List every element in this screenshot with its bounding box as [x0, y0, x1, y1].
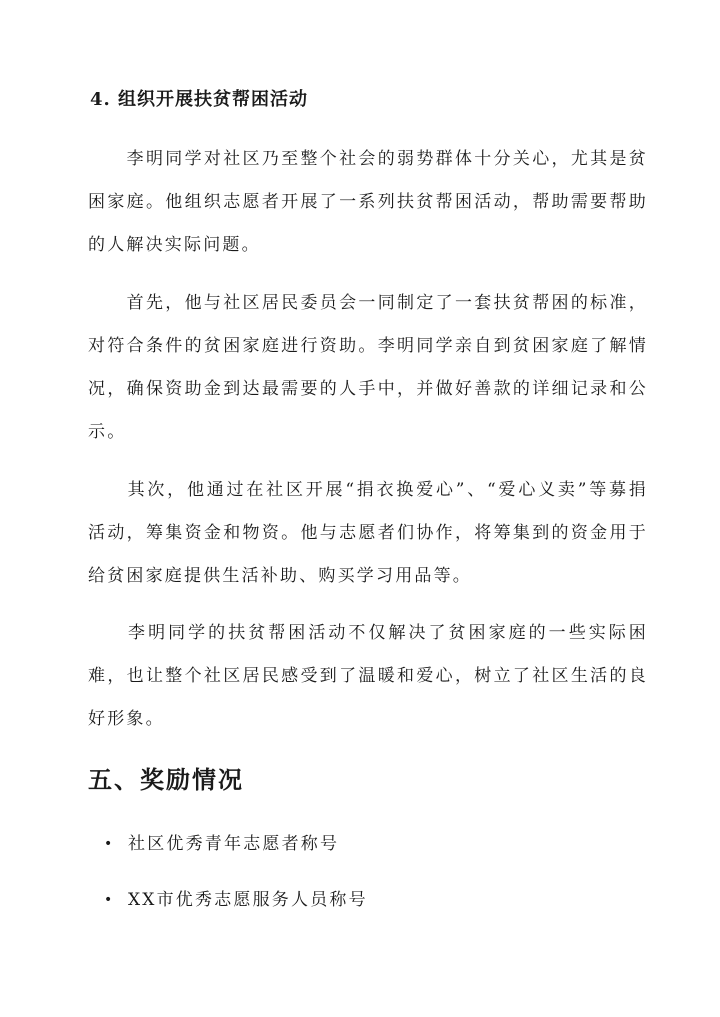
- paragraph-conclusion: 李明同学的扶贫帮困活动不仅解决了贫困家庭的一些实际困难，也让整个社区居民感受到了温暖和爱心，树立了社区生活的良好形象。: [88, 623, 648, 729]
- awards-list: [88, 826, 648, 938]
- award-item: [88, 826, 648, 882]
- activity-subheading: 4. 组织开展扶贫帮困活动: [90, 89, 309, 110]
- award-item: [88, 882, 648, 938]
- award-label: XX市优秀志愿服务人员称号: [128, 890, 368, 910]
- awards-heading: 五、奖励情况: [88, 765, 244, 794]
- award-label: 社区优秀青年志愿者称号: [128, 834, 340, 854]
- paragraph-second: 其次，他通过在社区开展“捐衣换爱心”、“爱心义卖”等募捐活动，筹集资金和物资。他与志愿者们协作，将筹集到的资金用于给贫困家庭提供生活补助、购买学习用品等。: [88, 480, 648, 586]
- paragraph-first: 首先，他与社区居民委员会一同制定了一套扶贫帮困的标准，对符合条件的贫困家庭进行资助。李明同学亲自到贫困家庭了解情况，确保资助金到达最需要的人手中，并做好善款的详细记录和公示。: [88, 293, 648, 442]
- paragraph-intro: 李明同学对社区乃至整个社会的弱势群体十分关心，尤其是贫困家庭。他组织志愿者开展了一系列扶贫帮困活动，帮助需要帮助的人解决实际问题。: [88, 149, 648, 255]
- bullet-icon: •: [104, 836, 115, 852]
- bullet-icon: •: [104, 892, 115, 908]
